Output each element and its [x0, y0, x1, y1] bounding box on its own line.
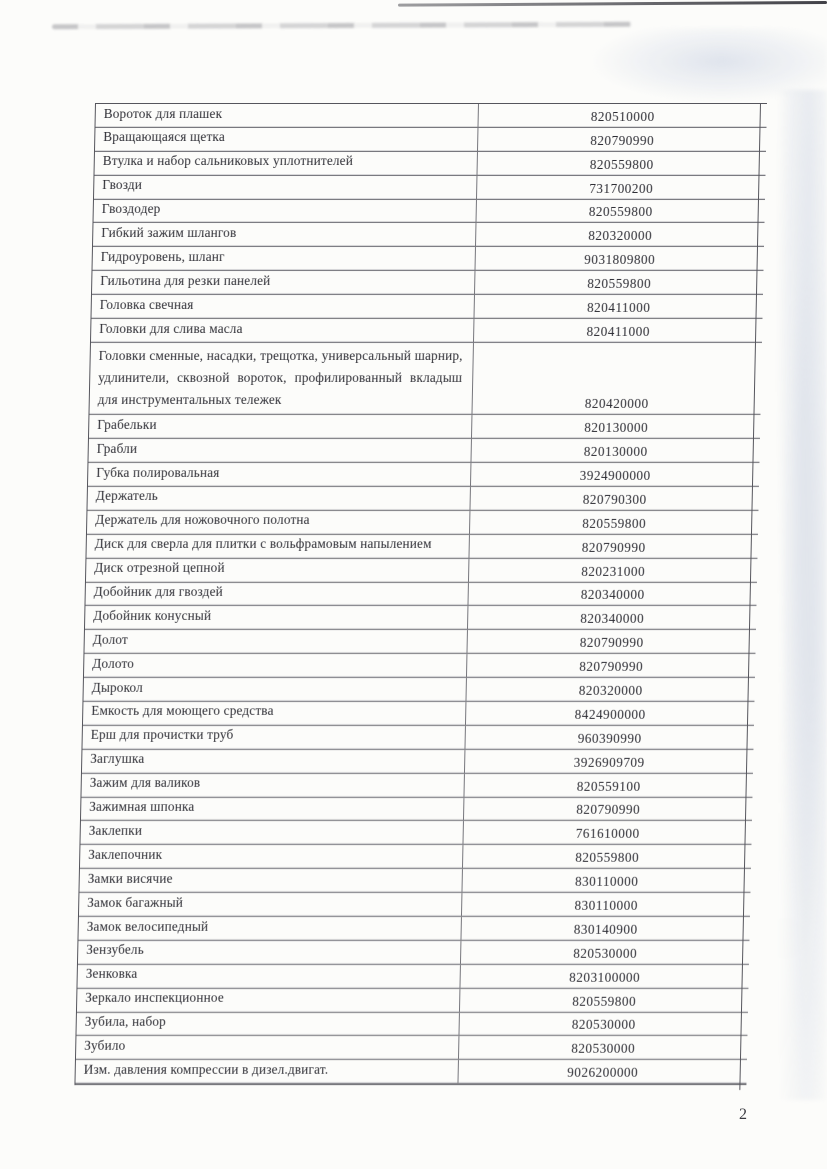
- item-code-cell: 820320000: [588, 228, 653, 244]
- item-name-cell: Дырокол: [83, 678, 466, 701]
- item-code-cell: 820790990: [579, 635, 644, 651]
- item-name-cell: Добойник конусный: [85, 606, 468, 629]
- item-code-cell: 820510000: [590, 108, 655, 124]
- item-code-cell: 820790990: [590, 132, 655, 148]
- scan-artifact-right-shade: [769, 90, 827, 1100]
- table-row: [94, 152, 766, 176]
- table-row: [88, 463, 760, 487]
- item-name-cell: Гибкий зажим шлангов: [93, 223, 476, 246]
- item-name-cell: Долот: [84, 630, 467, 653]
- table-row: [77, 989, 749, 1013]
- table-row: [81, 798, 753, 822]
- table-row: [93, 200, 765, 224]
- scan-artifact-top-line: [398, 1, 827, 7]
- item-name-cell: Головки сменные, насадки, трещотка, универсальный шарнир, удлинители, сквозной вороток, профилированный вкладыш для инструментальных тележек: [89, 343, 473, 414]
- table-row: [80, 845, 752, 869]
- table-row: [89, 415, 761, 439]
- item-name-cell: Гвозди: [94, 176, 477, 199]
- item-name-cell: Изм. давления компрессии в дизел.двигат.: [75, 1060, 458, 1083]
- item-code-cell: 820130000: [583, 444, 648, 460]
- item-name-cell: Зеркало инспекционное: [77, 989, 460, 1012]
- table-row: [82, 726, 754, 750]
- item-code-cell: 820530000: [571, 1017, 636, 1033]
- table-row: [92, 247, 764, 271]
- table-row: [85, 583, 757, 607]
- table-row: [92, 271, 764, 295]
- table-row: [83, 678, 755, 702]
- item-code-cell: 8424900000: [574, 706, 646, 722]
- item-name-cell: Гильотина для резки панелей: [92, 271, 475, 294]
- item-code-cell: 830110000: [574, 898, 639, 913]
- item-code-cell: 9031809800: [584, 252, 656, 268]
- table-row: [95, 104, 767, 128]
- item-name-cell: Замки висячие: [79, 869, 462, 892]
- table-row: [89, 343, 762, 415]
- table-row: [86, 535, 758, 559]
- table-wrapper: [74, 103, 767, 1085]
- item-name-cell: Заклепочник: [80, 845, 463, 868]
- table-row: [88, 439, 760, 463]
- item-code-cell: 8203100000: [569, 969, 641, 985]
- item-code-cell: 820231000: [581, 563, 646, 579]
- item-code-cell: 820559800: [587, 276, 652, 292]
- table-row: [80, 821, 752, 845]
- item-name-cell: Диск для сверла для плитки с вольфрамовым напылением: [86, 535, 469, 558]
- item-code-cell: 3924900000: [579, 467, 651, 483]
- table-row: [78, 917, 750, 941]
- item-name-cell: Головка свечная: [91, 295, 474, 318]
- item-code-cell: 820559100: [576, 778, 641, 794]
- item-name-cell: Заклепки: [80, 821, 463, 844]
- table-row: [91, 319, 763, 343]
- item-code-cell: 820420000: [584, 396, 649, 412]
- table-row: [79, 893, 751, 917]
- table-row: [76, 1013, 748, 1037]
- item-name-cell: Держатель для ножовочного полотна: [87, 511, 470, 534]
- table-row: [85, 606, 757, 630]
- item-name-cell: Грабли: [88, 439, 471, 462]
- item-name-cell: Держатель: [87, 487, 470, 510]
- item-name-cell: Зубило: [76, 1036, 459, 1059]
- scan-artifact-smudge: [52, 22, 632, 30]
- item-code-cell: 960390990: [577, 730, 642, 746]
- table-row: [93, 223, 765, 247]
- item-name-cell: Губка полировальная: [88, 463, 471, 486]
- table-row: [95, 128, 767, 152]
- table-row: [91, 295, 763, 319]
- item-name-cell: Вороток для плашек: [95, 104, 478, 127]
- item-name-cell: Зенковка: [77, 965, 460, 988]
- table-row: [81, 774, 753, 798]
- item-code-cell: 820320000: [578, 682, 643, 698]
- item-name-cell: Замок багажный: [79, 893, 462, 916]
- item-code-cell: 830140900: [573, 921, 638, 937]
- item-code-cell: 820130000: [584, 420, 649, 436]
- table-row: [82, 750, 754, 774]
- table-row: [94, 176, 766, 200]
- item-code-cell: 820790990: [579, 659, 644, 675]
- item-code-cell: 820790300: [582, 491, 647, 507]
- item-name-cell: Ерш для прочистки труб: [82, 726, 465, 749]
- table-row: [84, 630, 756, 654]
- item-name-cell: Вращающаяся щетка: [95, 128, 478, 151]
- item-name-cell: Зензубель: [78, 941, 461, 964]
- item-name-cell: Втулка и набор сальниковых уплотнителей: [94, 152, 477, 175]
- item-code-cell: 761610000: [575, 826, 640, 842]
- item-code-cell: 820411000: [586, 300, 651, 316]
- item-code-cell: 820559800: [572, 993, 637, 1009]
- page-number: 2: [739, 1106, 747, 1123]
- table-row: [83, 702, 755, 726]
- item-name-cell: Грабельки: [89, 415, 472, 438]
- item-code-cell: 820340000: [580, 611, 645, 627]
- item-name-cell: Головки для слива масла: [91, 319, 474, 342]
- item-name-cell: Диск отрезной цепной: [86, 559, 469, 582]
- item-name-cell: Емкость для моющего средства: [83, 702, 466, 725]
- item-code-cell: 9026200000: [567, 1065, 639, 1081]
- table-row: [76, 1036, 748, 1060]
- items-codes-table: [74, 103, 767, 1085]
- item-name-cell: Зажимная шпонка: [81, 798, 464, 821]
- table-row: [86, 559, 758, 583]
- item-code-cell: 820559800: [588, 204, 653, 220]
- table-row: [87, 487, 759, 511]
- table-row: [84, 654, 756, 678]
- table-row: [75, 1060, 747, 1084]
- item-code-cell: 820340000: [580, 587, 645, 603]
- item-name-cell: Заглушка: [82, 750, 465, 773]
- item-name-cell: Добойник для гвоздей: [85, 583, 468, 606]
- table-row: [79, 869, 751, 893]
- item-code-cell: 820790990: [581, 539, 646, 555]
- item-code-cell: 820530000: [571, 1041, 636, 1057]
- item-name-cell: Замок велосипедный: [78, 917, 461, 940]
- item-code-cell: 731700200: [589, 180, 654, 196]
- item-code-cell: 3926909709: [573, 754, 645, 770]
- item-code-cell: 820559800: [589, 156, 654, 172]
- item-name-cell: Гвоздодер: [93, 200, 476, 223]
- item-code-cell: 820790990: [576, 802, 641, 818]
- item-code-cell: 830110000: [574, 874, 639, 890]
- table-row: [77, 965, 749, 989]
- item-name-cell: Долото: [84, 654, 467, 677]
- item-code-cell: 820559800: [575, 850, 640, 866]
- item-code-cell: 820559800: [582, 515, 647, 531]
- item-code-cell: 820411000: [586, 323, 651, 339]
- table-row: [78, 941, 750, 965]
- item-code-cell: 820530000: [573, 945, 638, 961]
- table-row: [87, 511, 759, 535]
- item-name-cell: Гидроуровень, шланг: [92, 247, 475, 270]
- item-name-cell: Зажим для валиков: [81, 774, 464, 797]
- item-name-cell: Зубила, набор: [76, 1013, 459, 1036]
